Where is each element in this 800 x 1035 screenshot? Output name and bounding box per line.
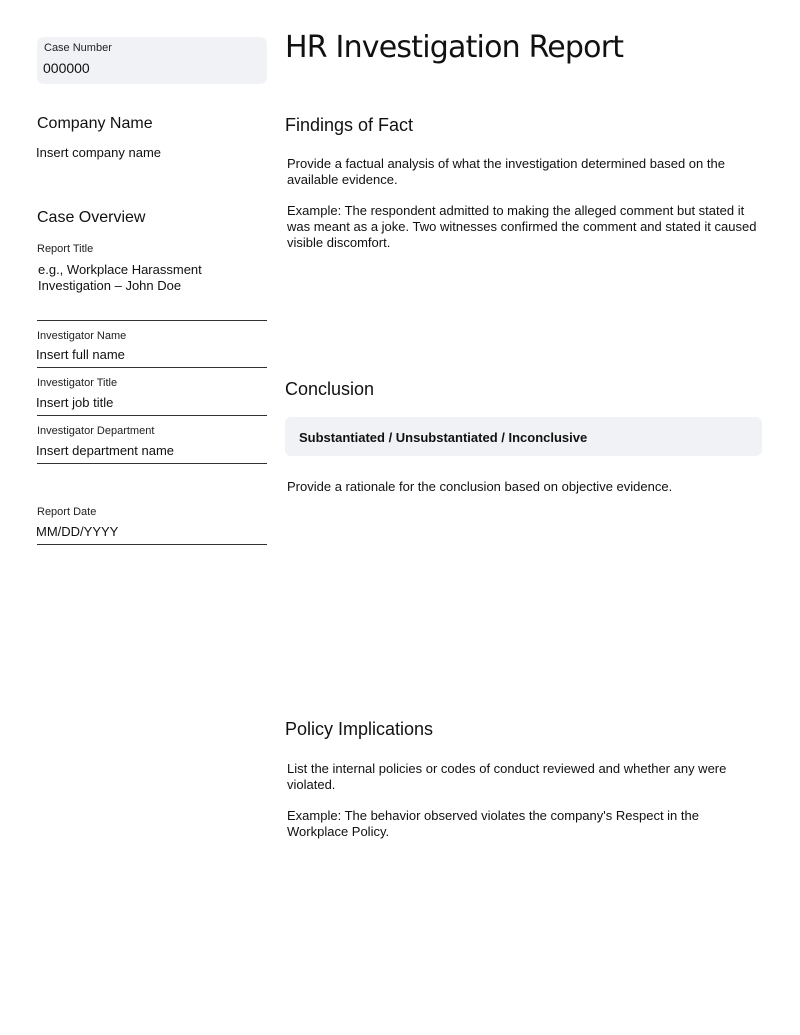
investigator-name-value[interactable]: Insert full name [36, 347, 125, 362]
report-title-label: Report Title [37, 243, 94, 255]
report-title-value[interactable] [38, 262, 202, 294]
investigator-name-label: Investigator Name [37, 330, 127, 342]
company-name-value[interactable]: Insert company name [36, 145, 162, 160]
divider [37, 463, 267, 464]
case-number-label: Case Number [44, 42, 112, 54]
divider [37, 320, 267, 321]
policy-heading: Policy Implications [285, 719, 434, 739]
report-title-line-2: Investigation – John Doe [38, 278, 182, 293]
investigator-department-label: Investigator Department [37, 425, 155, 437]
conclusion-options[interactable]: Substantiated / Unsubstantiated / Inconclusive [299, 430, 588, 445]
divider [37, 415, 267, 416]
conclusion-options-box [285, 417, 762, 456]
conclusion-paragraph: Provide a rationale for the conclusion based on objective evidence. [287, 479, 673, 494]
investigator-title-label: Investigator Title [37, 377, 118, 389]
findings-paragraph-1: Provide a factual analysis of what the investigation determined based on the available evidence. [287, 156, 725, 187]
case-number-value[interactable]: 000000 [43, 60, 90, 76]
page-title: HR Investigation Report [285, 30, 624, 65]
report-date-label: Report Date [37, 506, 97, 518]
divider [37, 367, 267, 368]
company-name-heading: Company Name [37, 115, 153, 132]
findings-paragraph-2: Example: The respondent admitted to making the alleged comment but stated it was meant as a joke. Two witnesses confirmed the comment and stated it caused visible discomfort. [287, 203, 757, 250]
findings-heading: Findings of Fact [285, 115, 414, 135]
investigator-department-value[interactable]: Insert department name [36, 443, 175, 458]
divider [37, 544, 267, 545]
case-overview-heading: Case Overview [37, 209, 146, 226]
case-number-box [37, 37, 267, 84]
policy-paragraph-1: List the internal policies or codes of conduct reviewed and whether any were violated. [287, 761, 727, 792]
investigator-title-value[interactable]: Insert job title [36, 395, 114, 410]
report-title-line-1: e.g., Workplace Harassment [38, 262, 202, 277]
policy-paragraph-2: Example: The behavior observed violates the company's Respect in the Workplace Policy. [287, 808, 699, 839]
conclusion-heading: Conclusion [285, 379, 375, 399]
report-date-value[interactable]: MM/DD/YYYY [36, 524, 119, 539]
